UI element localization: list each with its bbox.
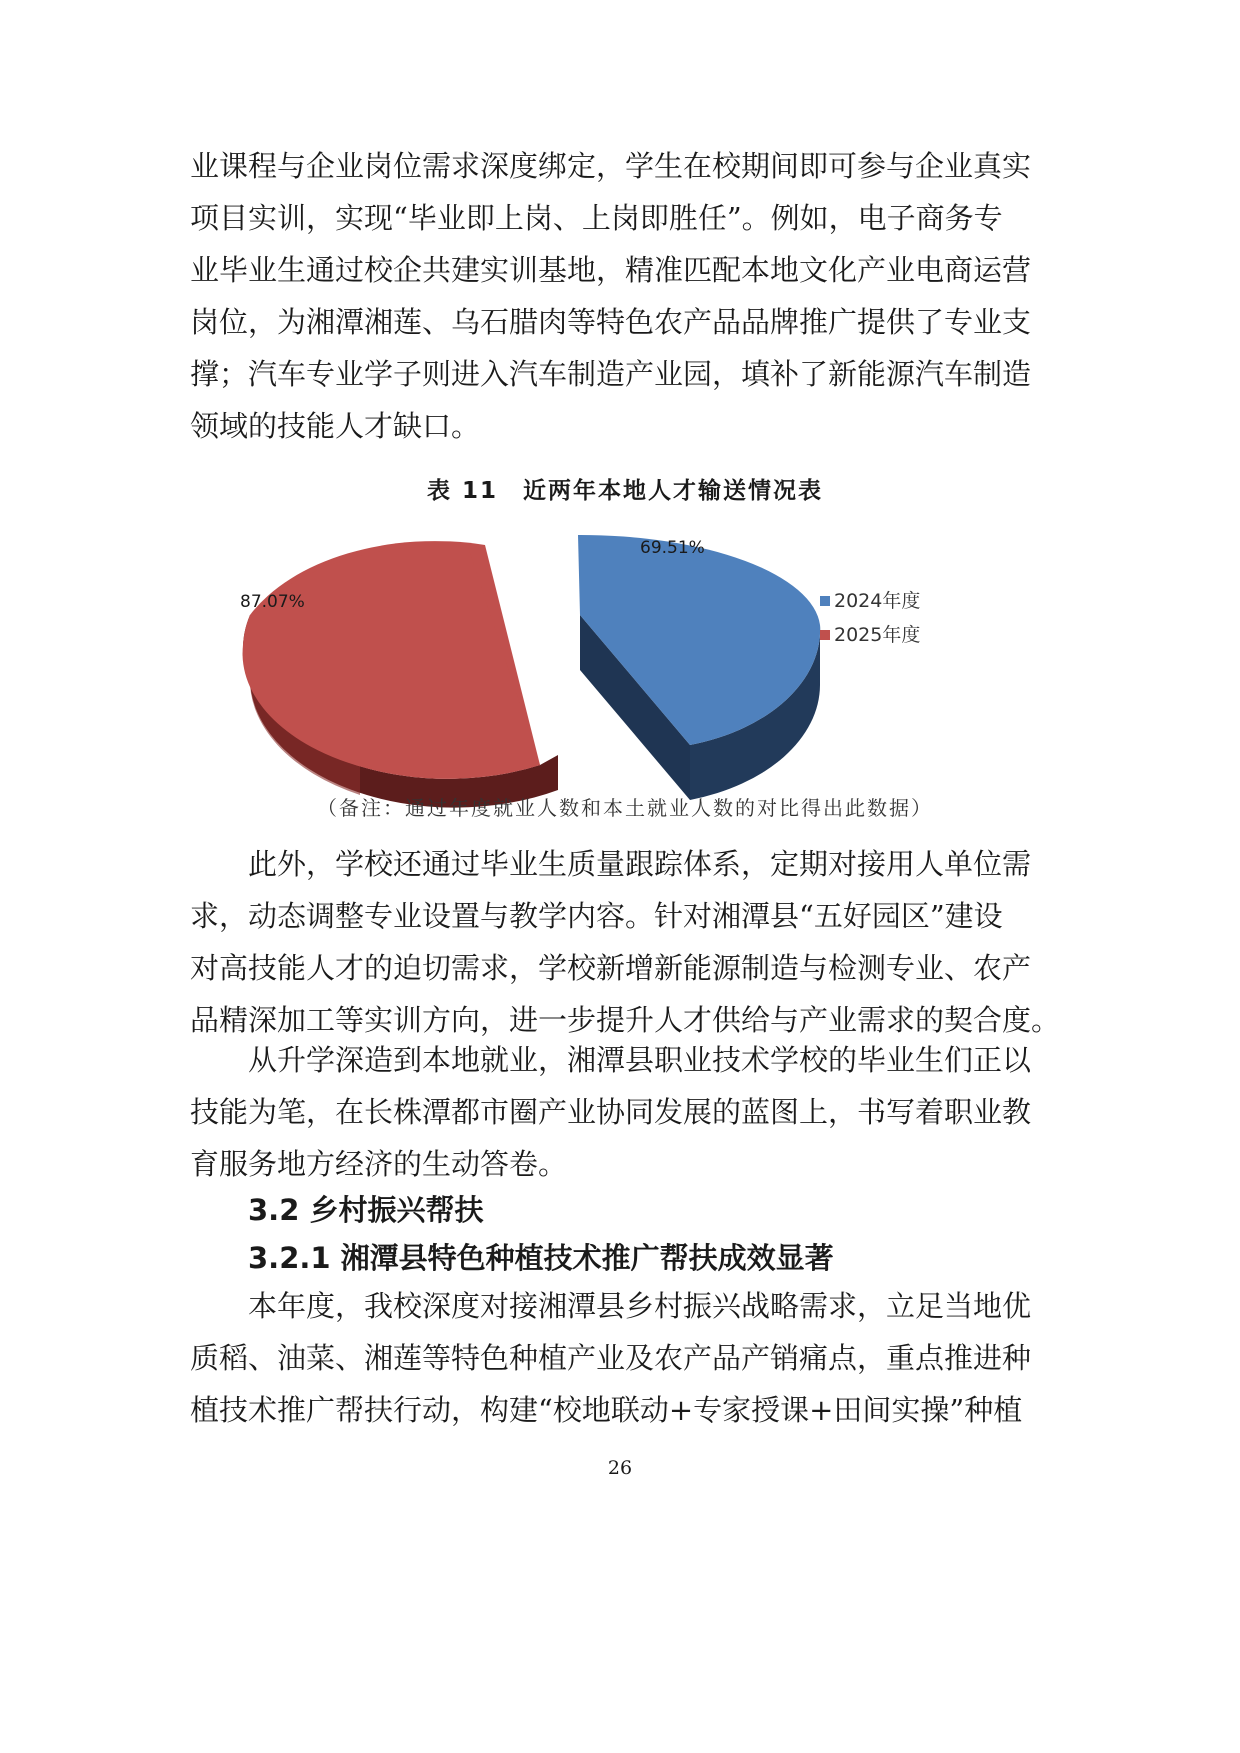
text-line: 岗位，为湘潭湘莲、乌石腊肉等特色农产品品牌推广提供了专业支: [190, 305, 1032, 339]
text-line: 品精深加工等实训方向，进一步提升人才供给与产业需求的契合度。: [190, 1003, 1061, 1037]
text-line: 对高技能人才的迫切需求，学校新增新能源制造与检测专业、农产: [190, 951, 1032, 985]
paragraph-intro: [190, 140, 1060, 452]
page-number: 26: [607, 1457, 633, 1479]
text-line: 求，动态调整专业设置与教学内容。针对湘潭县“五好园区”建设: [190, 899, 1003, 933]
legend-swatch-2024: [820, 596, 830, 606]
text-line: 技能为笔，在长株潭都市圈产业协同发展的蓝图上，书写着职业教: [190, 1095, 1032, 1129]
data-label-2024: 69.51%: [640, 538, 705, 558]
legend-label-2025: 2025年度: [834, 624, 921, 646]
text-line: 此外，学校还通过毕业生质量跟踪体系，定期对接用人单位需: [248, 847, 1032, 881]
chart-legend: [820, 590, 920, 646]
table-caption: 表 11 近两年本地人才输送情况表: [426, 478, 823, 504]
text-line: 从升学深造到本地就业，湘潭县职业技术学校的毕业生们正以: [248, 1043, 1032, 1077]
data-label-2025: 87.07%: [240, 592, 305, 612]
text-line: 质稻、油菜、湘莲等特色种植产业及农产品产销痛点，重点推进种: [190, 1341, 1032, 1375]
text-line: 植技术推广帮扶行动，构建“校地联动+专家授课+田间实操”种植: [190, 1393, 1023, 1427]
text-line: 撑；汽车专业学子则进入汽车制造产业园，填补了新能源汽车制造: [190, 357, 1032, 391]
paragraph-rural: [190, 1280, 1060, 1436]
text-line: 业毕业生通过校企共建实训基地，精准匹配本地文化产业电商运营: [190, 253, 1032, 287]
chart-note: （备注：通过年度就业人数和本土就业人数的对比得出此数据）: [317, 796, 933, 820]
text-line: 领域的技能人才缺口。: [190, 409, 481, 443]
section-heading: 3.2 乡村振兴帮扶: [248, 1193, 484, 1227]
text-line: 本年度，我校深度对接湘潭县乡村振兴战略需求，立足当地优: [248, 1289, 1032, 1323]
text-line: 育服务地方经济的生动答卷。: [190, 1147, 568, 1181]
paragraph-conclusion: [190, 1034, 1060, 1190]
text-line: 项目实训，实现“毕业即上岗、上岗即胜任”。例如，电子商务专: [190, 201, 1003, 235]
legend-label-2024: 2024年度: [834, 590, 921, 612]
legend-swatch-2025: [820, 630, 830, 640]
paragraph-tracking: [190, 838, 1060, 1046]
subsection-heading: 3.2.1 湘潭县特色种植技术推广帮扶成效显著: [248, 1241, 834, 1275]
text-line: 业课程与企业岗位需求深度绑定，学生在校期间即可参与企业真实: [190, 149, 1032, 183]
